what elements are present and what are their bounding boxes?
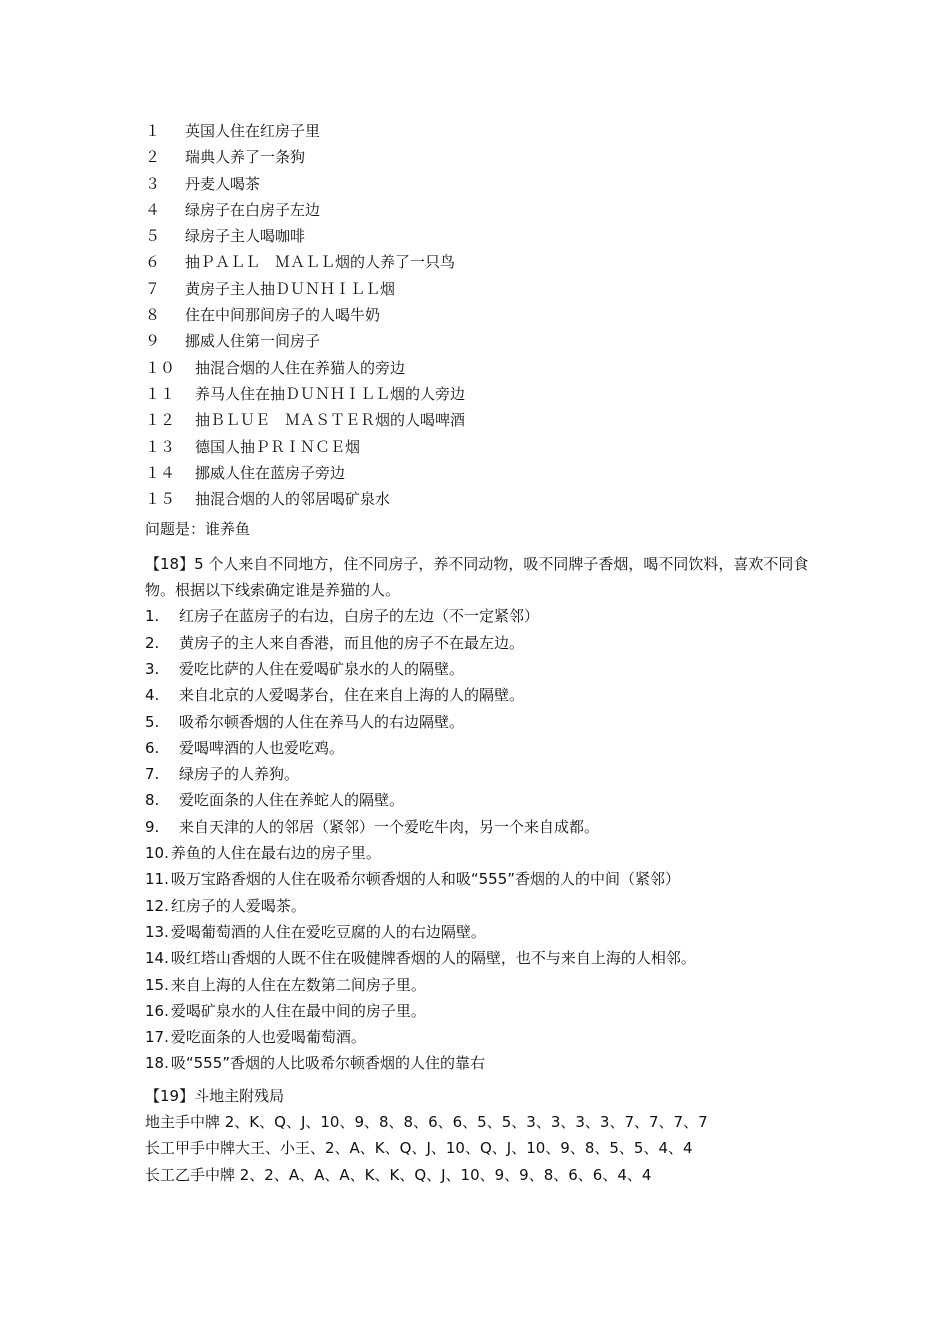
list-item [145,302,825,328]
list-item [145,814,825,840]
list-item [145,735,825,761]
clue-number: 1. [145,607,160,626]
clue-text: 住在中间那间房子的人喝牛奶 [185,306,381,325]
clue-text: 来自北京的人爱喝茅台，住在来自上海的人的隔壁。 [179,686,525,705]
clue-text: 绿房子的人养狗。 [179,765,300,784]
clue-number: ４ [145,200,161,219]
clue-text: 红房子的人爱喝茶。 [170,896,306,915]
list-item [145,682,825,708]
clue-text: 丹麦人喝茶 [185,174,261,193]
list-item [145,787,825,813]
list-item [145,249,825,275]
clue-text: 抽混合烟的人的邻居喝矿泉水 [195,490,391,509]
list-item [145,893,825,919]
clue-number: １０ [145,358,176,377]
clue-number: １４ [145,463,176,482]
clue-number: 3. [145,659,160,678]
list-item [145,972,825,998]
hand-landlord: 地主手中牌 2、K、Q、J、10、9、8、8、6、6、5、5、3、3、3、3、7、7、7、7 [145,1112,708,1131]
clue-text: 英国人住在红房子里 [185,122,321,140]
list-item [145,434,825,460]
puzzle19-title: 【19】斗地主附残局 [145,1086,285,1105]
clue-number: 2. [145,633,160,652]
clue-number: 5. [145,712,160,731]
list-item [145,840,825,866]
clue-text: 爱喝啤酒的人也爱吃鸡。 [179,738,345,757]
hand-worker-b: 长工乙手中牌 2、2、A、A、A、K、K、Q、J、10、9、9、8、6、6、4、4 [145,1165,652,1184]
clue-number: ７ [145,279,161,298]
list-item [145,381,825,407]
clue-text: 黄房子的主人来自香港，而且他的房子不在最左边。 [179,633,525,652]
clue-text: 爱喝矿泉水的人住在最中间的房子里。 [170,1001,426,1020]
clue-text: 抽ＢＬＵＥ ＭＡＳＴＥＲ烟的人喝啤酒 [195,411,466,430]
clue-text: 抽ＰＡＬＬ ＭＡＬＬ烟的人养了一只鸟 [185,253,456,272]
clue-text: 挪威人住第一间房子 [185,332,321,351]
list-item [145,355,825,381]
list-item [145,998,825,1024]
clue-text: 吸“555”香烟的人比吸希尔顿香烟的人住的靠右 [170,1054,486,1073]
puzzle19-hand-list [145,1109,825,1188]
clue-text: 吸红塔山香烟的人既不住在吸健牌香烟的人的隔壁，也不与来自上海的人相邻。 [170,949,696,968]
clue-text: 来自上海的人住在左数第二间房子里。 [170,975,426,994]
clue-number: ９ [145,332,161,351]
list-item [145,709,825,735]
clue-number: 15. [145,975,169,994]
list-item [145,486,825,512]
list-item [145,866,825,892]
hand-worker-a: 长工甲手中牌大王、小王、2、A、K、Q、J、10、Q、J、10、9、8、5、5、4、4 [145,1139,693,1158]
clue-number: ２ [145,148,161,167]
clue-text: 吸希尔顿香烟的人住在养马人的右边隔壁。 [179,712,465,731]
clue-text: 养马人住在抽ＤＵＮＨＩＬＬ烟的人旁边 [195,384,466,403]
clue-number: １３ [145,437,176,456]
clue-number: 13. [145,922,169,941]
puzzle18-intro: 【18】5 个人来自不同地方，住不同房子，养不同动物，吸不同牌子香烟，喝不同饮料，喜欢不同食物。根据以下线索确定谁是养猫的人。 [145,554,809,600]
clue-number: 14. [145,949,169,968]
clue-number: １５ [145,490,176,509]
clue-number: ３ [145,174,161,193]
clue-number: ８ [145,306,161,325]
list-item [145,919,825,945]
clue-number: 18. [145,1054,169,1073]
clue-text: 绿房子主人喝咖啡 [185,227,306,246]
list-item [145,1050,825,1076]
clue-number: 4. [145,686,160,705]
list-item [145,328,825,354]
list-item [145,118,825,144]
clue-text: 来自天津的人的邻居（紧邻）一个爱吃牛肉，另一个来自成都。 [179,817,600,836]
clue-text: 养鱼的人住在最右边的房子里。 [170,844,381,863]
list-item [145,603,825,629]
clue-text: 吸万宝路香烟的人住在吸希尔顿香烟的人和吸“555”香烟的人的中间（紧邻） [170,870,681,889]
list-item [145,761,825,787]
clue-number: 17. [145,1028,169,1047]
clue-number: ５ [145,227,161,246]
clue-number: 9. [145,817,160,836]
list-item [145,945,825,971]
clue-number: １１ [145,384,176,403]
document-page [145,118,825,1188]
clue-text: 爱吃面条的人也爱喝葡萄酒。 [170,1028,366,1047]
clue-text: 红房子在蓝房子的右边，白房子的左边（不一定紧邻） [179,607,540,626]
clue-text: 爱喝葡萄酒的人住在爱吃豆腐的人的右边隔壁。 [170,922,486,941]
puzzle18-clue-list [145,603,825,1076]
clue-text: 爱吃面条的人住在养蛇人的隔壁。 [179,791,405,810]
list-item [145,407,825,433]
clue-text: 爱吃比萨的人住在爱喝矿泉水的人的隔壁。 [179,659,465,678]
clue-number: 6. [145,738,160,757]
clue-text: 黄房子主人抽ＤＵＮＨＩＬＬ烟 [185,279,396,298]
list-item [145,223,825,249]
clue-number: ６ [145,253,161,272]
puzzle17-clue-list [145,118,825,512]
puzzle17-question: 问题是：谁养鱼 [145,520,251,539]
clue-text: 绿房子在白房子左边 [185,200,321,219]
clue-number: １ [145,122,161,140]
clue-text: 抽混合烟的人住在养猫人的旁边 [195,358,406,377]
list-item [145,630,825,656]
clue-text: 挪威人住在蓝房子旁边 [195,463,346,482]
clue-text: 瑞典人养了一条狗 [185,148,306,167]
list-item [145,460,825,486]
clue-number: 12. [145,896,169,915]
clue-number: 10. [145,844,169,863]
list-item [145,171,825,197]
list-item [145,197,825,223]
clue-number: 11. [145,870,169,889]
clue-number: 7. [145,765,160,784]
clue-number: 16. [145,1001,169,1020]
clue-number: 8. [145,791,160,810]
list-item [145,144,825,170]
clue-number: １２ [145,411,176,430]
list-item [145,656,825,682]
clue-text: 德国人抽ＰＲＩＮＣＥ烟 [195,437,361,456]
list-item [145,276,825,302]
list-item [145,1024,825,1050]
